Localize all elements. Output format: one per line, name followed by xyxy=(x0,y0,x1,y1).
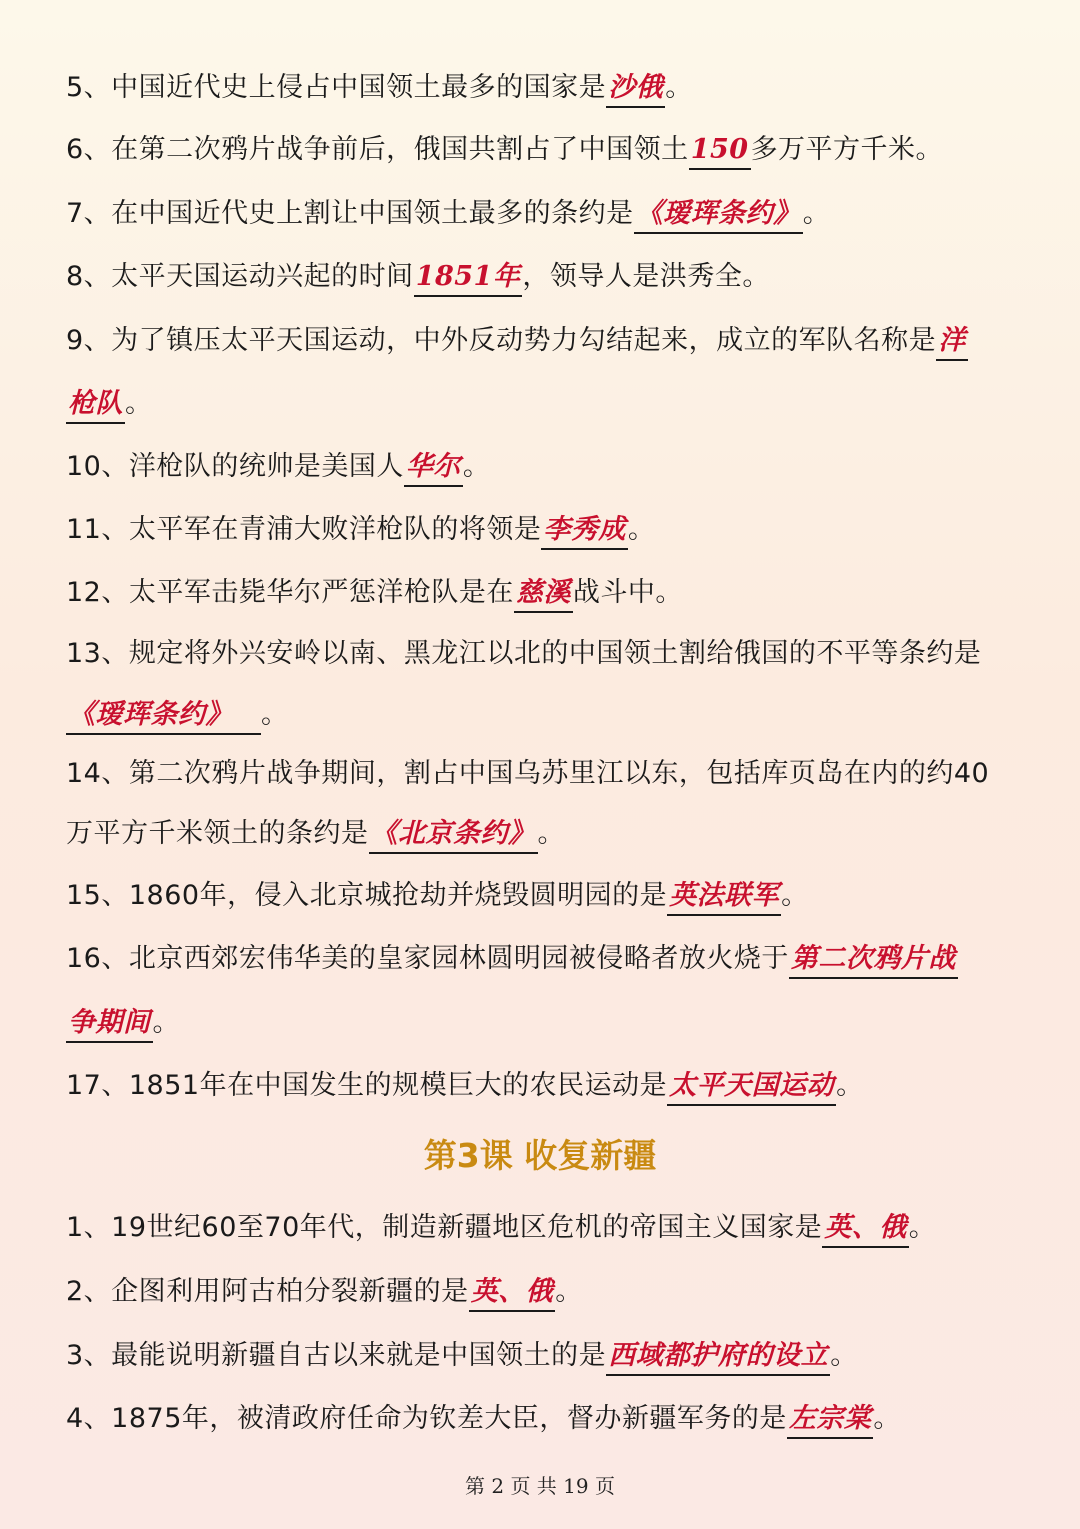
list-item: 3、最能说明新疆自古以来就是中国领土的是西域都护府的设立。 xyxy=(66,1324,1020,1388)
list-item: 10、洋枪队的统帅是美国人华尔。 xyxy=(66,435,1020,499)
answer: 英、俄 xyxy=(469,1274,556,1312)
list-item-continued: 《瑷珲条约》 。 xyxy=(66,683,1020,747)
answer: 慈溪 xyxy=(514,575,573,613)
list-item: 17、1851年在中国发生的规模巨大的农民运动是太平天国运动。 xyxy=(66,1054,1020,1118)
list-item: 16、北京西郊宏伟华美的皇家园林圆明园被侵略者放火烧于第二次鸦片战 xyxy=(66,927,1020,991)
answer: 《瑷珲条约》 xyxy=(66,697,261,735)
answer: 争期间 xyxy=(66,1005,153,1043)
list-item: 8、太平天国运动兴起的时间1851年，领导人是洪秀全。 xyxy=(66,245,1020,309)
answer: 1851年 xyxy=(414,259,523,297)
list-item: 9、为了镇压太平天国运动，中外反动势力勾结起来，成立的军队名称是洋 xyxy=(66,309,1020,373)
list-item: 13、规定将外兴安岭以南、黑龙江以北的中国领土割给俄国的不平等条约是 xyxy=(66,638,982,669)
list-item: 15、1860年，侵入北京城抢劫并烧毁圆明园的是英法联军。 xyxy=(66,864,1020,928)
answer: 英、俄 xyxy=(822,1210,909,1248)
answer: 《瑷珲条约》 xyxy=(634,196,803,234)
list-item: 1、19世纪60至70年代，制造新疆地区危机的帝国主义国家是英、俄。 xyxy=(66,1196,1020,1260)
list-item: 7、在中国近代史上割让中国领土最多的条约是《瑷珲条约》。 xyxy=(66,182,1020,246)
answer: 华尔 xyxy=(404,449,463,487)
answer: 枪队 xyxy=(66,386,125,424)
list-item: 12、太平军击毙华尔严惩洋枪队是在慈溪战斗中。 xyxy=(66,561,1020,625)
answer: 洋 xyxy=(936,323,968,361)
list-item: 11、太平军在青浦大败洋枪队的将领是李秀成。 xyxy=(66,498,1020,562)
answer: 太平天国运动 xyxy=(667,1068,836,1106)
section-heading: 第3课 收复新疆 xyxy=(423,1136,657,1175)
list-item: 6、在第二次鸦片战争前后，俄国共割占了中国领土150多万平方千米。 xyxy=(66,118,1020,182)
list-item: 2、企图利用阿古柏分裂新疆的是英、俄。 xyxy=(66,1260,1020,1324)
answer: 英法联军 xyxy=(667,878,781,916)
list-item: 14、第二次鸦片战争期间，割占中国乌苏里江以东，包括库页岛在内的约40 xyxy=(66,758,990,789)
list-item-continued: 争期间。 xyxy=(66,991,1020,1055)
list-item: 4、1875年，被清政府任命为钦差大臣，督办新疆军务的是左宗棠。 xyxy=(66,1387,1020,1451)
answer: 李秀成 xyxy=(541,512,628,550)
list-item-continued: 万平方千米领土的条约是《北京条约》。 xyxy=(66,802,1020,866)
answer: 150 xyxy=(689,132,751,170)
answer: 左宗棠 xyxy=(787,1401,874,1439)
page-number: 第 2 页 共 19 页 xyxy=(465,1474,615,1498)
answer: 第二次鸦片战 xyxy=(789,941,958,979)
answer: 西域都护府的设立 xyxy=(606,1338,830,1376)
list-item: 5、中国近代史上侵占中国领土最多的国家是沙俄。 xyxy=(66,56,1020,120)
answer: 沙俄 xyxy=(606,70,665,108)
list-item-continued: 枪队。 xyxy=(66,372,1020,436)
answer: 《北京条约》 xyxy=(369,816,538,854)
